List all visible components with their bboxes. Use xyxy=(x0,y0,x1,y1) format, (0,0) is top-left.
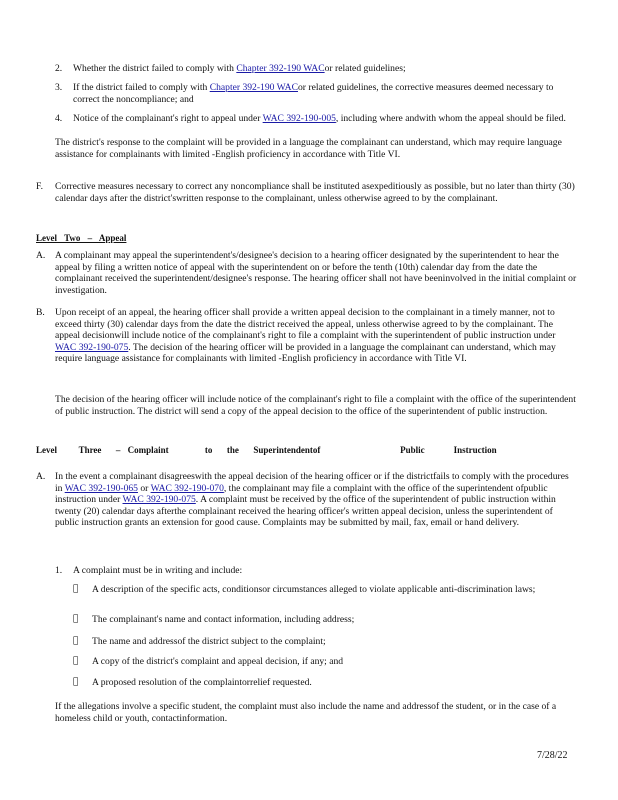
bullet-item: The complainant's name and contact information, including address; xyxy=(92,614,355,625)
bullet-item: A proposed resolution of the complaintorrelief requested. xyxy=(92,677,312,688)
bullet-glyph xyxy=(73,656,78,668)
complaint-requirements-intro: A complaint must be in writing and include: xyxy=(73,565,243,576)
list-item-text: or related guidelines, the corrective measures deemed necessary to correct the noncompliance; and xyxy=(73,82,554,105)
bullet-glyph xyxy=(73,584,78,596)
wac-392-190-005-link[interactable]: WAC 392-190-005 xyxy=(262,113,336,124)
list-item xyxy=(73,82,578,105)
list-item xyxy=(73,113,573,125)
paragraph-text: In the event a complainant disagreeswith the appeal decision of the hearing officer or if the districtfails to comply with the procedures in xyxy=(55,471,569,494)
list-item-text: Notice of the complainant's right to appeal under xyxy=(73,113,263,124)
list-item-text: or related guidelines; xyxy=(324,63,406,74)
list-item-text: If the district failed to comply with xyxy=(73,82,210,93)
paragraph-text: or xyxy=(137,482,151,494)
wac-392-190-075-link[interactable]: WAC 392-190-075 xyxy=(122,494,196,506)
chapter-392-190-link[interactable]: Chapter 392-190 WAC xyxy=(236,63,325,74)
wac-392-190-070-link[interactable]: WAC 392-190-070 xyxy=(150,482,224,494)
appeal-paragraph: A complainant may appeal the superintendent's/designee's decision to a hearing officer designated by the superintendent to hear the appeal by filing a written notice of appeal with the superintendent on or before the tenth (10th) calendar day from the date the complainant received the superintendent/designee's response. The hearing officer shall not have beeninvolved in the initial complaint or investigation. xyxy=(55,250,577,296)
paragraph-text: . The decision of the hearing officer will be provided in a language the complainant can understand, which may require language assistance for complainants with limited -English proficiency in accordance with Title VI. xyxy=(55,341,556,365)
paragraph-text: . A complaint must be received by the office of the superintendent of public instruction within twenty (20) calendar days afterthe complainant received the hearing officer's written appeal decision, unless the superintendent of public instruction grants an extension for good cause. Complaints may be submitted by mail, fax, email or hand delivery. xyxy=(55,494,556,529)
list-item xyxy=(73,63,573,75)
bullet-glyph xyxy=(73,614,78,626)
list-item-text: Whether the district failed to comply with xyxy=(73,63,237,74)
item-letter: A. xyxy=(36,250,46,261)
specific-student-paragraph: If the allegations involve a specific student, the complaint must also include the name and addressof the student, or in the case of a homeless child or youth, contactinformation. xyxy=(55,701,557,724)
bullet-glyph xyxy=(73,677,78,689)
item-letter: A. xyxy=(36,471,46,482)
chapter-392-190-link[interactable]: Chapter 392-190 WAC xyxy=(209,82,298,93)
response-paragraph: The district's response to the complaint will be provided in a language the complainant can understand, which may require language assistance for complainants with limited -English proficiency in accordance with Title VI. xyxy=(55,137,562,160)
list-number: 4. xyxy=(55,113,63,124)
list-number: 2. xyxy=(55,63,63,74)
list-number: 1. xyxy=(55,565,63,576)
wac-392-190-075-link[interactable]: WAC 392-190-075 xyxy=(55,341,129,353)
level-three-heading: Level Three – Complaint to the Superintendentof Public Instruction xyxy=(36,445,497,455)
level-two-heading: Level Two – Appeal xyxy=(36,233,127,243)
superintendent-complaint-paragraph xyxy=(55,471,577,529)
bullet-item: The name and addressof the district subject to the complaint; xyxy=(92,636,326,647)
wac-392-190-065-link[interactable]: WAC 392-190-065 xyxy=(64,482,138,494)
appeal-decision-paragraph xyxy=(55,307,577,365)
paragraph-text: , the complainant may file a complaint with the office of the superintendent ofpublic instruction under xyxy=(55,482,548,506)
list-number: 3. xyxy=(55,82,63,93)
bullet-glyph xyxy=(73,636,78,648)
corrective-measures-paragraph: Corrective measures necessary to correct any noncompliance shall be instituted asexpeditiously as possible, but no later than thirty (30) calendar days after the district'swritten response to the complainant, unless otherwise agreed to by the complainant. xyxy=(55,181,575,204)
item-letter: B. xyxy=(36,307,45,318)
page-date: 7/28/22 xyxy=(537,750,568,761)
bullet-item: A description of the specific acts, conditionsor circumstances alleged to violate applicable anti-discrimination laws; xyxy=(92,584,536,595)
item-letter: F. xyxy=(36,181,43,192)
paragraph-text: Upon receipt of an appeal, the hearing officer shall provide a written appeal decision to the complainant in a timely manner, not to exceed thirty (30) calendar days from the date the district received the appeal, unless otherwise agreed to by the complainant. The appeal decisionwill include notice of the complainant's right to file a complaint with the superintendent of public instruction under xyxy=(55,307,556,342)
bullet-item: A copy of the district's complaint and appeal decision, if any; and xyxy=(92,656,344,667)
list-item-text: , including where andwith whom the appeal should be filed. xyxy=(335,113,566,124)
appeal-decision-notice-paragraph: The decision of the hearing officer will include notice of the complainant's right to file a complaint with the office of the superintendent of public instruction. The district will send a copy of the appeal decision to the office of the superintendent of public instruction. xyxy=(55,394,576,417)
